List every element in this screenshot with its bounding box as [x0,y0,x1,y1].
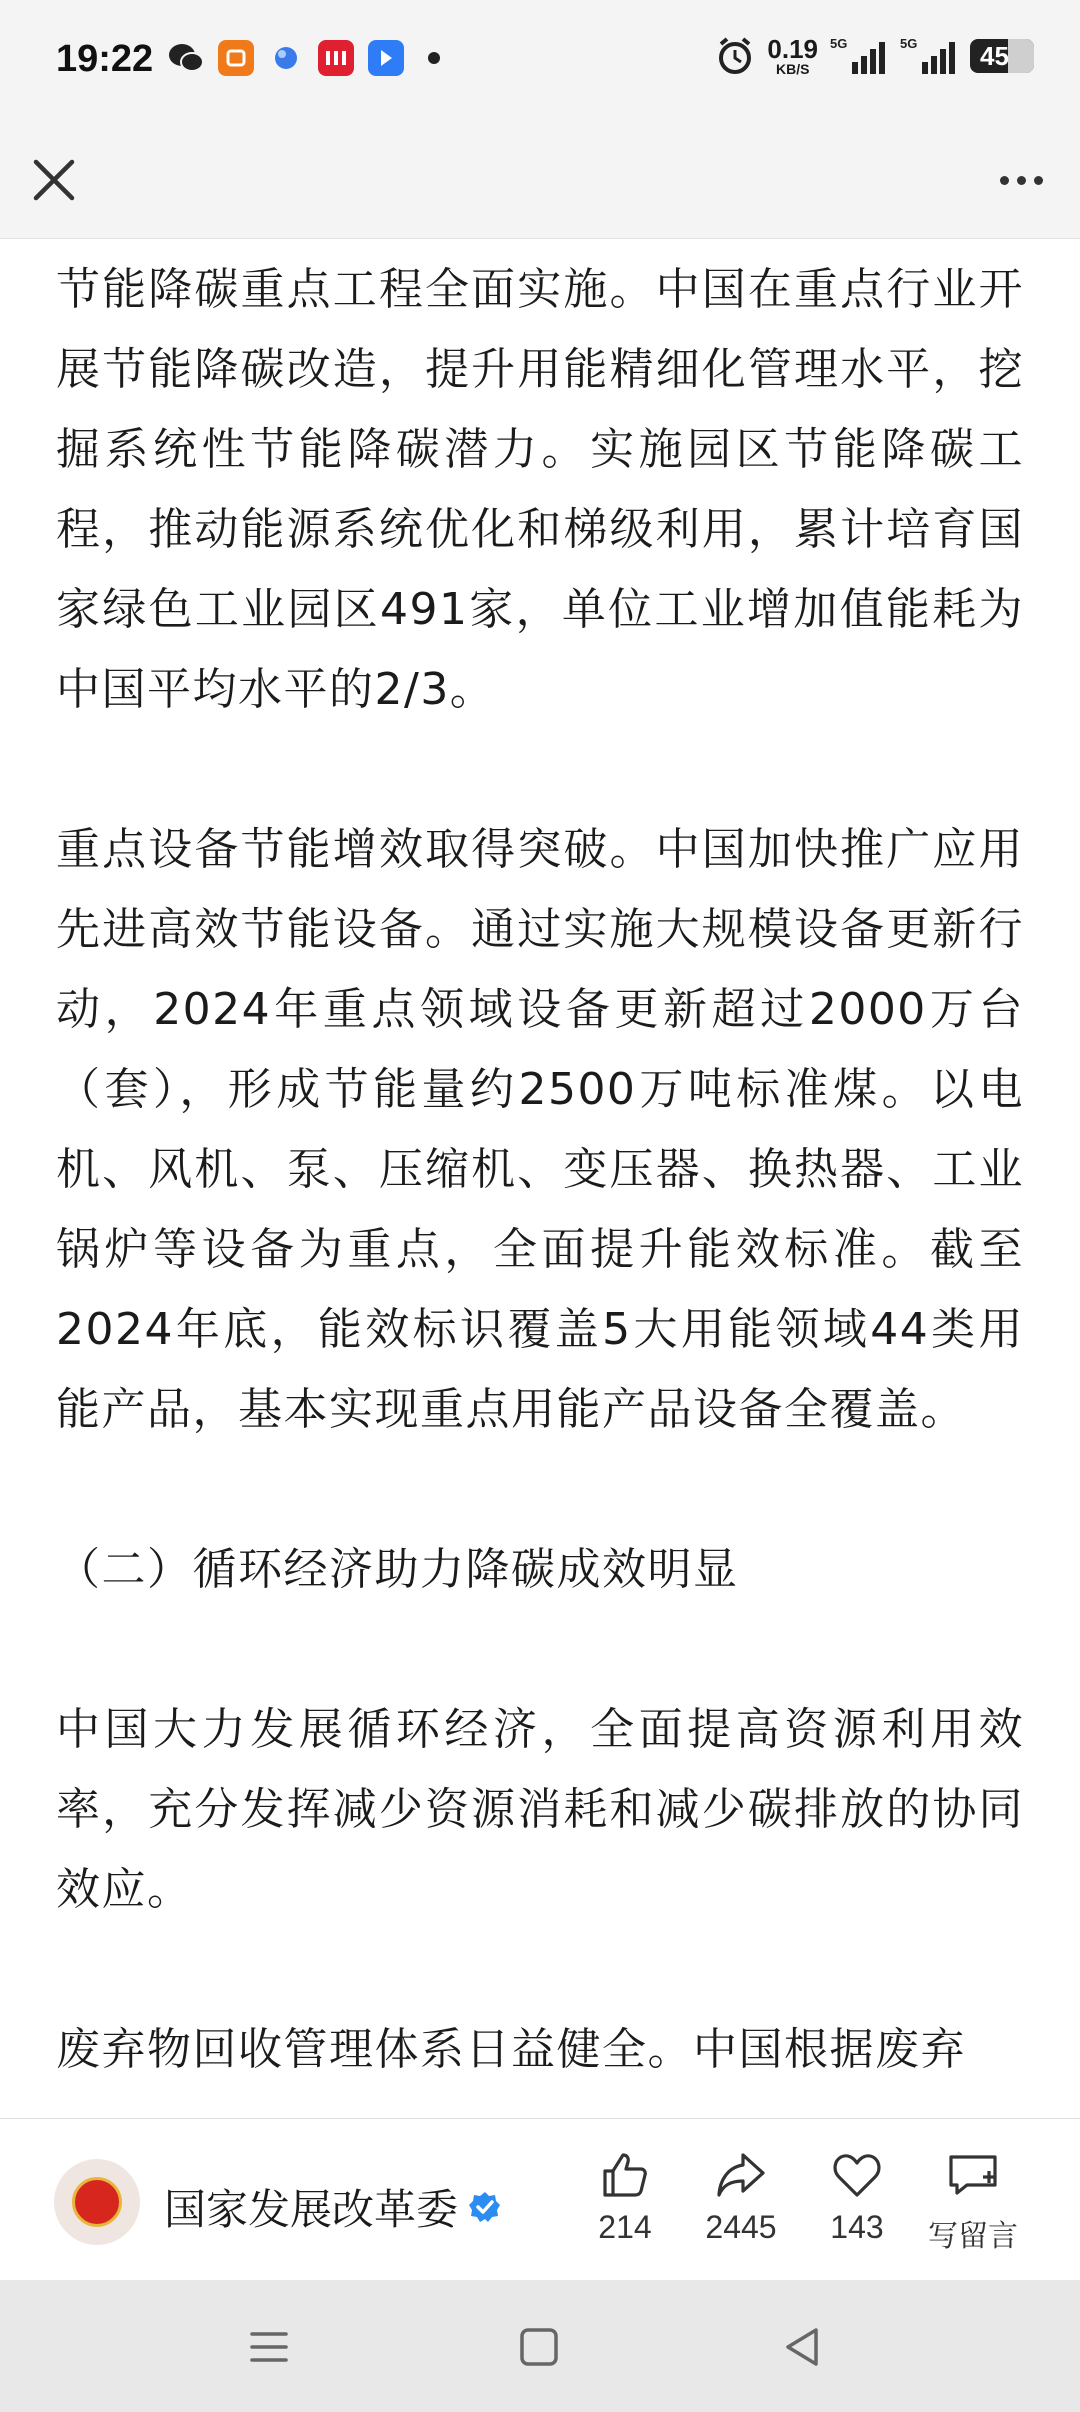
menu-icon [242,2320,296,2374]
top-nav [0,124,1080,239]
like-count: 214 [598,2209,652,2245]
verified-badge-icon [468,2190,502,2224]
more-dot-icon [1034,176,1043,185]
action-bar [0,2118,1080,2281]
write-comment-label: 写留言 [928,2219,1018,2254]
thumbs-up-icon [597,2147,653,2203]
status-time: 19:22 [56,38,154,80]
home-button[interactable] [512,2320,566,2374]
app-icon-orange [218,40,254,76]
favorite-button[interactable] [802,2147,912,2246]
section-heading: （二）循环经济助力降碳成效明显 [56,1544,739,1595]
wechat-icon [168,40,204,76]
status-bar [0,0,1080,124]
heart-icon [829,2147,885,2203]
app-icon-blue-arrow [368,40,404,76]
write-comment-button[interactable] [918,2147,1028,2255]
emblem-icon [72,2177,122,2227]
svg-text:5G: 5G [900,36,918,51]
system-nav-bar [0,2280,1080,2412]
share-button[interactable] [686,2147,796,2246]
network-speed: 0.19 KB/S [767,34,818,77]
more-dot-icon [1017,176,1026,185]
back-triangle-icon [776,2320,830,2374]
article-paragraph: 废弃物回收管理体系日益健全。中国根据废弃 [56,2024,966,2075]
share-count: 2445 [705,2209,777,2245]
account-name-link[interactable] [164,2177,502,2237]
more-notifications-icon [428,52,440,64]
close-icon [26,152,82,208]
signal-2-icon [900,36,958,76]
comment-icon [945,2147,1001,2203]
back-button[interactable] [776,2320,830,2374]
article-paragraph: 中国大力发展循环经济，全面提高资源利用效率，充分发挥减少资源消耗和减少碳排放的协同效应。 [56,1704,1024,1915]
like-button[interactable] [570,2147,680,2246]
alarm-icon [715,36,755,76]
article-body [56,238,1024,2118]
more-options-button[interactable] [986,152,1056,208]
more-dot-icon [1000,176,1009,185]
battery-icon: 45 [970,39,1034,73]
home-square-icon [512,2320,566,2374]
app-icon-red [318,40,354,76]
system-icons [715,36,1034,76]
favorite-count: 143 [830,2209,884,2245]
share-icon [713,2147,769,2203]
close-button[interactable] [26,152,82,208]
account-name: 国家发展改革委 [164,2185,459,2234]
signal-1-icon [830,36,888,76]
article-paragraph: 节能降碳重点工程全面实施。中国在重点行业开展节能降碳改造，提升用能精细化管理水平，挖掘系统性节能降碳潜力。实施园区节能降碳工程，推动能源系统优化和梯级利用，累计培育国家绿色工业园区491家，单位工业增加值能耗为中国平均水平的2/3。 [56,264,1024,715]
notification-icons [168,40,440,76]
svg-text:5G: 5G [830,36,848,51]
article-paragraph: 重点设备节能增效取得突破。中国加快推广应用先进高效节能设备。通过实施大规模设备更新行动，2024年重点领域设备更新超过2000万台（套），形成节能量约2500万吨标准煤。以电机、风机、泵、压缩机、变压器、换热器、工业锅炉等设备为重点，全面提升能效标准。截至2024年底，能效标识覆盖5大用能领域44类用能产品，基本实现重点用能产品设备全覆盖。 [56,824,1024,1435]
menu-button[interactable] [242,2320,296,2374]
account-avatar[interactable] [54,2159,140,2245]
app-icon-blue-sphere [268,40,304,76]
